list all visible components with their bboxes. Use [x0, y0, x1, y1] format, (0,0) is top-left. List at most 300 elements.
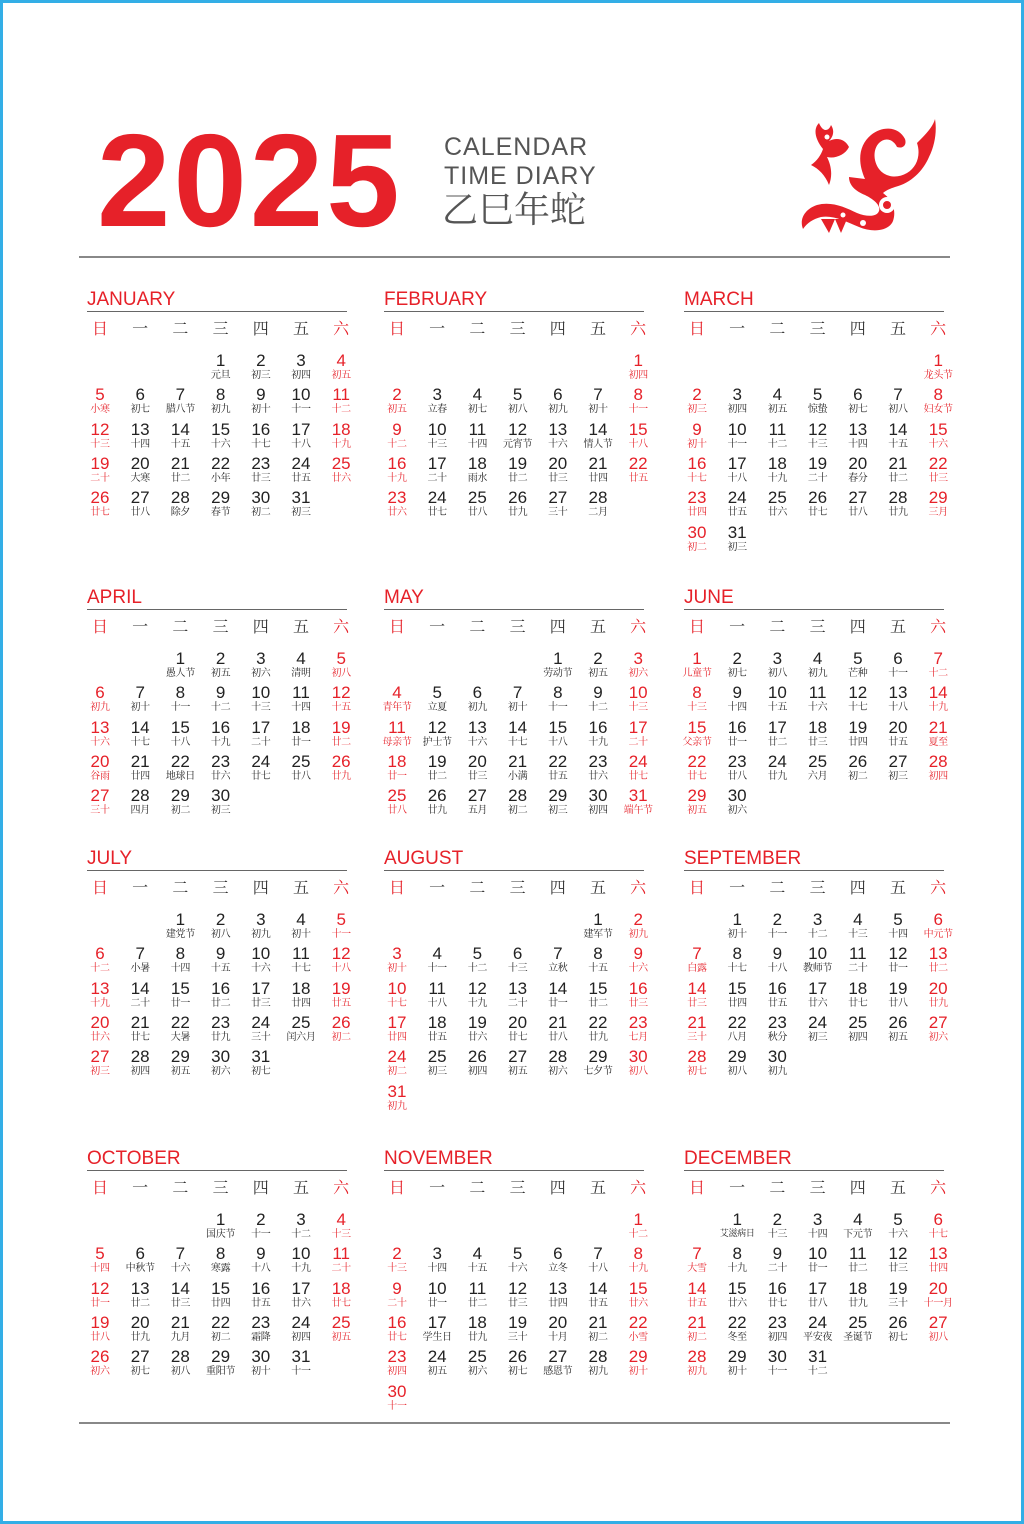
day-cell: [919, 1211, 957, 1244]
day-number: 23: [588, 751, 608, 771]
lunar-date: 十七: [928, 1229, 948, 1240]
day-number: 8: [175, 944, 186, 964]
lunar-date: 初二: [687, 1331, 707, 1343]
day-cell: [879, 1280, 917, 1313]
lunar-date: 十二: [628, 1229, 648, 1240]
lunar-date: 二十: [130, 997, 150, 1009]
lunar-date: 十九: [90, 997, 110, 1009]
day-number: 26: [331, 1012, 351, 1032]
day-number: 5: [512, 1244, 523, 1264]
lunar-date: 十六: [548, 438, 568, 450]
day-cell: [758, 1314, 796, 1347]
day-number: 5: [472, 944, 483, 964]
subtitle-zodiac-year: 乙巳年蛇: [442, 190, 587, 231]
day-cell: [161, 1348, 199, 1381]
lunar-date: 二十: [848, 963, 868, 975]
day-number: 28: [687, 1047, 707, 1067]
weekday-label: 二: [769, 1178, 786, 1197]
day-cell: [799, 945, 837, 978]
lunar-date: 十九: [727, 1263, 747, 1275]
day-cell: [919, 650, 957, 683]
day-cell: [678, 1048, 716, 1081]
day-number: 11: [428, 978, 447, 998]
lunar-date: 初九: [251, 929, 271, 940]
lunar-date: 廿九: [888, 507, 908, 519]
day-cell: [799, 719, 837, 752]
month-underline: [87, 609, 347, 610]
day-number: 16: [387, 1312, 407, 1332]
day-number: 26: [467, 1047, 487, 1067]
lunar-date: 十八: [727, 472, 747, 484]
day-number: 18: [848, 1278, 868, 1298]
lunar-date: 初四: [588, 805, 608, 817]
day-number: 31: [251, 1047, 271, 1067]
day-cell: [619, 1014, 657, 1047]
day-cell: [499, 421, 537, 454]
lunar-date: 夏至: [928, 736, 948, 748]
day-number: 13: [90, 978, 110, 998]
lunar-date: 初十: [588, 404, 608, 416]
lunar-date: 初八: [888, 404, 908, 416]
day-cell: [839, 386, 877, 419]
day-cell: [539, 1048, 577, 1081]
day-cell: [539, 421, 577, 454]
day-cell: [718, 1014, 756, 1047]
day-cell: [242, 352, 280, 385]
lunar-date: 廿七: [628, 770, 648, 782]
day-cell: [458, 1245, 496, 1278]
lunar-date: 十六: [507, 1263, 528, 1275]
lunar-date: 儿童节: [682, 668, 712, 679]
lunar-date: 艾滋病日: [719, 1229, 755, 1239]
day-cell: [161, 386, 199, 419]
lunar-date: 十七: [291, 963, 311, 975]
day-number: 22: [687, 751, 707, 771]
day-cell: [81, 489, 119, 522]
day-number: 12: [427, 717, 447, 737]
lunar-date: 初五: [387, 404, 407, 416]
month-underline: [684, 311, 944, 312]
lunar-date: 廿五: [888, 736, 908, 748]
day-number: 4: [336, 1210, 346, 1229]
day-cell: [81, 719, 119, 752]
day-cell: [579, 787, 617, 820]
lunar-date: 初二: [331, 1031, 351, 1043]
day-number: 21: [687, 1012, 707, 1032]
day-number: 3: [256, 910, 266, 929]
day-number: 9: [593, 683, 603, 703]
day-number: 26: [508, 1347, 528, 1367]
day-number: 6: [472, 683, 483, 703]
day-number: 1: [692, 649, 702, 668]
day-cell: [758, 455, 796, 488]
lunar-date: 廿三: [687, 997, 707, 1009]
lunar-date: 十四: [848, 438, 868, 450]
lunar-date: 廿九: [467, 1331, 488, 1343]
day-cell: [378, 1245, 416, 1278]
lunar-date: 初三: [291, 507, 311, 519]
day-cell: [81, 945, 119, 978]
day-number: 18: [427, 1012, 447, 1032]
lunar-date: 青年节: [382, 702, 412, 714]
day-number: 21: [548, 1012, 568, 1032]
day-number: 3: [392, 944, 402, 964]
day-cell: [242, 753, 280, 786]
lunar-date: 五月: [467, 805, 488, 817]
day-cell: [718, 650, 756, 683]
day-number: 14: [588, 419, 608, 439]
day-number: 7: [893, 385, 903, 405]
day-cell: [161, 1245, 199, 1278]
day-cell: [418, 1048, 456, 1081]
lunar-date: 廿一: [90, 1297, 110, 1309]
lunar-date: 廿六: [628, 1297, 648, 1309]
day-number: 9: [392, 1278, 402, 1298]
lunar-date: 初五: [767, 404, 788, 416]
lunar-date: 初十: [130, 702, 150, 714]
lunar-date: 廿四: [130, 770, 150, 782]
day-number: 2: [392, 385, 402, 405]
day-number: 25: [427, 1047, 447, 1067]
day-cell: [161, 787, 199, 820]
day-number: 8: [732, 944, 742, 964]
lunar-date: 十四: [888, 929, 908, 940]
day-cell: [161, 945, 199, 978]
day-number: 14: [130, 717, 150, 737]
day-number: 5: [336, 910, 346, 929]
weekday-label: 二: [469, 319, 486, 338]
day-cell: [799, 1314, 837, 1347]
day-cell: [718, 489, 756, 522]
day-cell: [161, 911, 199, 944]
month-name: AUGUST: [384, 848, 464, 869]
day-cell: [879, 386, 917, 419]
lunar-date: 端午节: [623, 805, 653, 817]
day-cell: [678, 1348, 716, 1381]
lunar-date: 小雪: [628, 1331, 648, 1343]
lunar-date: 廿五: [767, 997, 788, 1009]
lunar-date: 廿一: [888, 963, 908, 975]
lunar-date: 廿三: [251, 997, 271, 1009]
lunar-date: 小满: [507, 770, 528, 782]
day-number: 26: [508, 488, 528, 508]
lunar-date: 廿三: [548, 472, 568, 484]
day-cell: [799, 489, 837, 522]
lunar-date: 六月: [807, 770, 828, 782]
day-number: 1: [933, 351, 943, 370]
lunar-date: 大寒: [130, 472, 150, 484]
day-cell: [378, 1014, 416, 1047]
day-cell: [282, 1211, 320, 1244]
day-cell: [202, 1245, 240, 1278]
day-number: 9: [732, 683, 742, 703]
day-cell: [718, 386, 756, 419]
lunar-date: 初七: [251, 1066, 271, 1078]
day-number: 18: [467, 1312, 487, 1332]
lunar-date: 十九: [331, 438, 351, 450]
day-cell: [282, 1348, 320, 1381]
lunar-date: 十一: [331, 929, 351, 940]
lunar-date: 廿四: [210, 1297, 231, 1309]
day-cell: [458, 1348, 496, 1381]
lunar-date: 雨水: [467, 472, 488, 484]
day-number: 30: [687, 522, 707, 542]
day-number: 25: [331, 453, 351, 473]
lunar-date: 十九: [928, 702, 948, 714]
lunar-date: 十一: [548, 702, 568, 714]
day-number: 23: [211, 751, 231, 771]
day-cell: [539, 455, 577, 488]
day-number: 7: [135, 683, 145, 703]
day-number: 2: [256, 1210, 266, 1229]
day-number: 21: [130, 1012, 150, 1032]
day-number: 12: [331, 944, 351, 964]
day-number: 23: [767, 1312, 787, 1332]
lunar-date: 初四: [291, 370, 311, 381]
lunar-date: 初二: [848, 770, 868, 782]
weekday-label: 五: [589, 319, 606, 338]
day-number: 7: [512, 683, 523, 703]
day-number: 1: [633, 351, 643, 370]
day-number: 29: [211, 488, 231, 508]
lunar-date: 谷雨: [90, 770, 110, 782]
lunar-date: 初四: [291, 1331, 311, 1343]
day-cell: [879, 455, 917, 488]
day-number: 11: [332, 385, 351, 405]
lunar-date: 初五: [507, 1066, 528, 1078]
lunar-date: 廿七: [427, 507, 447, 519]
lunar-date: 廿五: [291, 472, 311, 484]
day-number: 16: [251, 1278, 271, 1298]
day-number: 30: [588, 786, 608, 806]
day-cell: [418, 1280, 456, 1313]
day-cell: [322, 1314, 360, 1347]
day-number: 10: [427, 1278, 447, 1298]
day-cell: [539, 650, 577, 683]
lunar-date: 初八: [170, 1366, 191, 1378]
footer-divider: [79, 1422, 950, 1424]
day-cell: [161, 650, 199, 683]
day-number: 26: [427, 786, 447, 806]
lunar-date: 初九: [210, 404, 231, 416]
day-number: 1: [175, 910, 186, 929]
weekday-label: 四: [252, 878, 269, 897]
day-number: 2: [633, 910, 643, 929]
day-cell: [282, 684, 320, 717]
day-number: 3: [812, 910, 823, 929]
lunar-date: 十五: [467, 1263, 488, 1275]
day-cell: [619, 421, 657, 454]
day-number: 12: [90, 419, 110, 439]
day-cell: [121, 787, 159, 820]
weekday-label: 五: [889, 878, 906, 897]
lunar-date: 十三: [807, 438, 828, 450]
lunar-date: 十三: [90, 438, 110, 450]
day-cell: [499, 719, 537, 752]
day-number: 4: [772, 385, 783, 405]
lunar-date: 四月: [130, 805, 150, 817]
lunar-date: 廿三: [467, 770, 488, 782]
lunar-date: 立冬: [548, 1263, 568, 1275]
day-cell: [579, 911, 617, 944]
day-number: 20: [928, 1278, 948, 1298]
day-cell: [579, 684, 617, 717]
lunar-date: 初三: [427, 1066, 447, 1078]
weekday-label: 一: [132, 1178, 149, 1197]
lunar-date: 二十: [767, 1263, 788, 1275]
day-cell: [202, 945, 240, 978]
day-cell: [499, 980, 537, 1013]
day-number: 23: [727, 751, 747, 771]
lunar-date: 初七: [130, 404, 150, 416]
day-cell: [282, 455, 320, 488]
day-number: 19: [331, 978, 351, 998]
day-number: 25: [808, 751, 828, 771]
lunar-date: 廿一: [727, 736, 747, 748]
day-number: 21: [170, 453, 190, 473]
day-cell: [499, 1348, 537, 1381]
day-number: 29: [588, 1047, 608, 1067]
day-number: 9: [256, 1244, 266, 1264]
lunar-date: 十八: [588, 1263, 608, 1275]
day-cell: [322, 684, 360, 717]
day-cell: [378, 386, 416, 419]
lunar-date: 初六: [210, 1066, 231, 1078]
day-cell: [458, 386, 496, 419]
day-number: 24: [808, 1012, 828, 1032]
lunar-date: 初二: [507, 805, 528, 817]
lunar-date: 十七: [687, 472, 707, 484]
day-number: 11: [292, 944, 310, 964]
lunar-date: 二十: [90, 472, 110, 484]
day-number: 6: [933, 910, 943, 929]
day-number: 6: [95, 944, 105, 964]
day-number: 4: [853, 910, 863, 929]
day-cell: [919, 386, 957, 419]
lunar-date: 廿二: [170, 472, 191, 484]
day-cell: [499, 787, 537, 820]
weekday-label: 二: [469, 617, 486, 636]
lunar-date: 廿四: [848, 736, 868, 748]
day-cell: [879, 489, 917, 522]
day-number: 24: [628, 751, 648, 771]
lunar-date: 十九: [767, 472, 788, 484]
day-number: 3: [432, 385, 442, 405]
day-number: 5: [893, 910, 903, 929]
day-number: 18: [808, 717, 828, 737]
lunar-date: 秋分: [767, 1031, 788, 1043]
month-name: JULY: [87, 848, 133, 869]
weekday-label: 六: [930, 1178, 947, 1197]
day-number: 8: [633, 1244, 643, 1264]
day-number: 19: [508, 1312, 528, 1332]
lunar-date: 廿九: [507, 507, 528, 519]
lunar-date: 初六: [251, 668, 271, 679]
day-number: 31: [291, 1347, 311, 1367]
weekday-label: 五: [889, 319, 906, 338]
day-number: 31: [387, 1081, 407, 1101]
lunar-date: 十八: [170, 736, 191, 748]
lunar-date: 冬至: [727, 1331, 747, 1343]
day-cell: [919, 980, 957, 1013]
lunar-date: 立夏: [427, 702, 447, 714]
day-number: 18: [767, 453, 787, 473]
day-cell: [378, 684, 416, 717]
lunar-date: 初二: [687, 541, 707, 553]
day-number: 8: [732, 1244, 742, 1264]
day-number: 6: [135, 1244, 145, 1264]
lunar-date: 初五: [687, 805, 707, 817]
weekday-label: 一: [429, 617, 446, 636]
lunar-date: 廿二: [427, 770, 447, 782]
day-cell: [121, 980, 159, 1013]
lunar-date: 十六: [628, 963, 648, 975]
day-number: 13: [130, 1278, 150, 1298]
day-cell: [879, 719, 917, 752]
lunar-date: 十三: [848, 929, 868, 940]
day-cell: [758, 650, 796, 683]
day-cell: [718, 787, 756, 820]
weekday-label: 日: [91, 878, 108, 897]
day-number: 23: [211, 1012, 231, 1032]
lunar-date: 元宵节: [503, 438, 533, 450]
day-number: 30: [767, 1047, 787, 1067]
day-number: 28: [508, 786, 528, 806]
weekday-label: 五: [889, 1178, 906, 1197]
day-number: 15: [628, 1278, 648, 1298]
day-cell: [758, 980, 796, 1013]
day-cell: [758, 1245, 796, 1278]
lunar-date: 十二: [588, 702, 608, 714]
day-cell: [458, 753, 496, 786]
lunar-date: 十七: [727, 963, 747, 975]
day-cell: [418, 684, 456, 717]
day-number: 19: [888, 978, 908, 998]
lunar-date: 廿一: [170, 997, 191, 1009]
day-number: 25: [848, 1312, 868, 1332]
lunar-date: 妇女节: [923, 404, 953, 416]
day-cell: [619, 1048, 657, 1081]
day-number: 3: [812, 1210, 823, 1229]
day-number: 8: [215, 385, 226, 405]
day-number: 20: [90, 751, 110, 771]
day-cell: [202, 787, 240, 820]
day-cell: [378, 1314, 416, 1347]
day-cell: [758, 1048, 796, 1081]
day-cell: [418, 386, 456, 419]
lunar-date: 廿三: [928, 472, 948, 484]
month-name: JANUARY: [87, 289, 176, 310]
day-cell: [202, 753, 240, 786]
lunar-date: 廿七: [331, 1297, 351, 1309]
day-number: 24: [808, 1312, 828, 1332]
day-number: 5: [432, 683, 442, 703]
day-number: 14: [687, 978, 707, 998]
day-number: 25: [767, 488, 787, 508]
lunar-date: 廿八: [291, 770, 311, 782]
day-cell: [121, 1048, 159, 1081]
day-cell: [539, 1280, 577, 1313]
lunar-date: 初七: [687, 1066, 707, 1078]
day-number: 2: [215, 910, 226, 929]
day-cell: [879, 1314, 917, 1347]
day-number: 30: [211, 786, 231, 806]
day-number: 1: [732, 910, 742, 929]
day-cell: [242, 650, 280, 683]
month-name: DECEMBER: [684, 1148, 792, 1169]
lunar-date: 愚人节: [165, 668, 195, 679]
lunar-date: 父亲节: [682, 736, 712, 748]
